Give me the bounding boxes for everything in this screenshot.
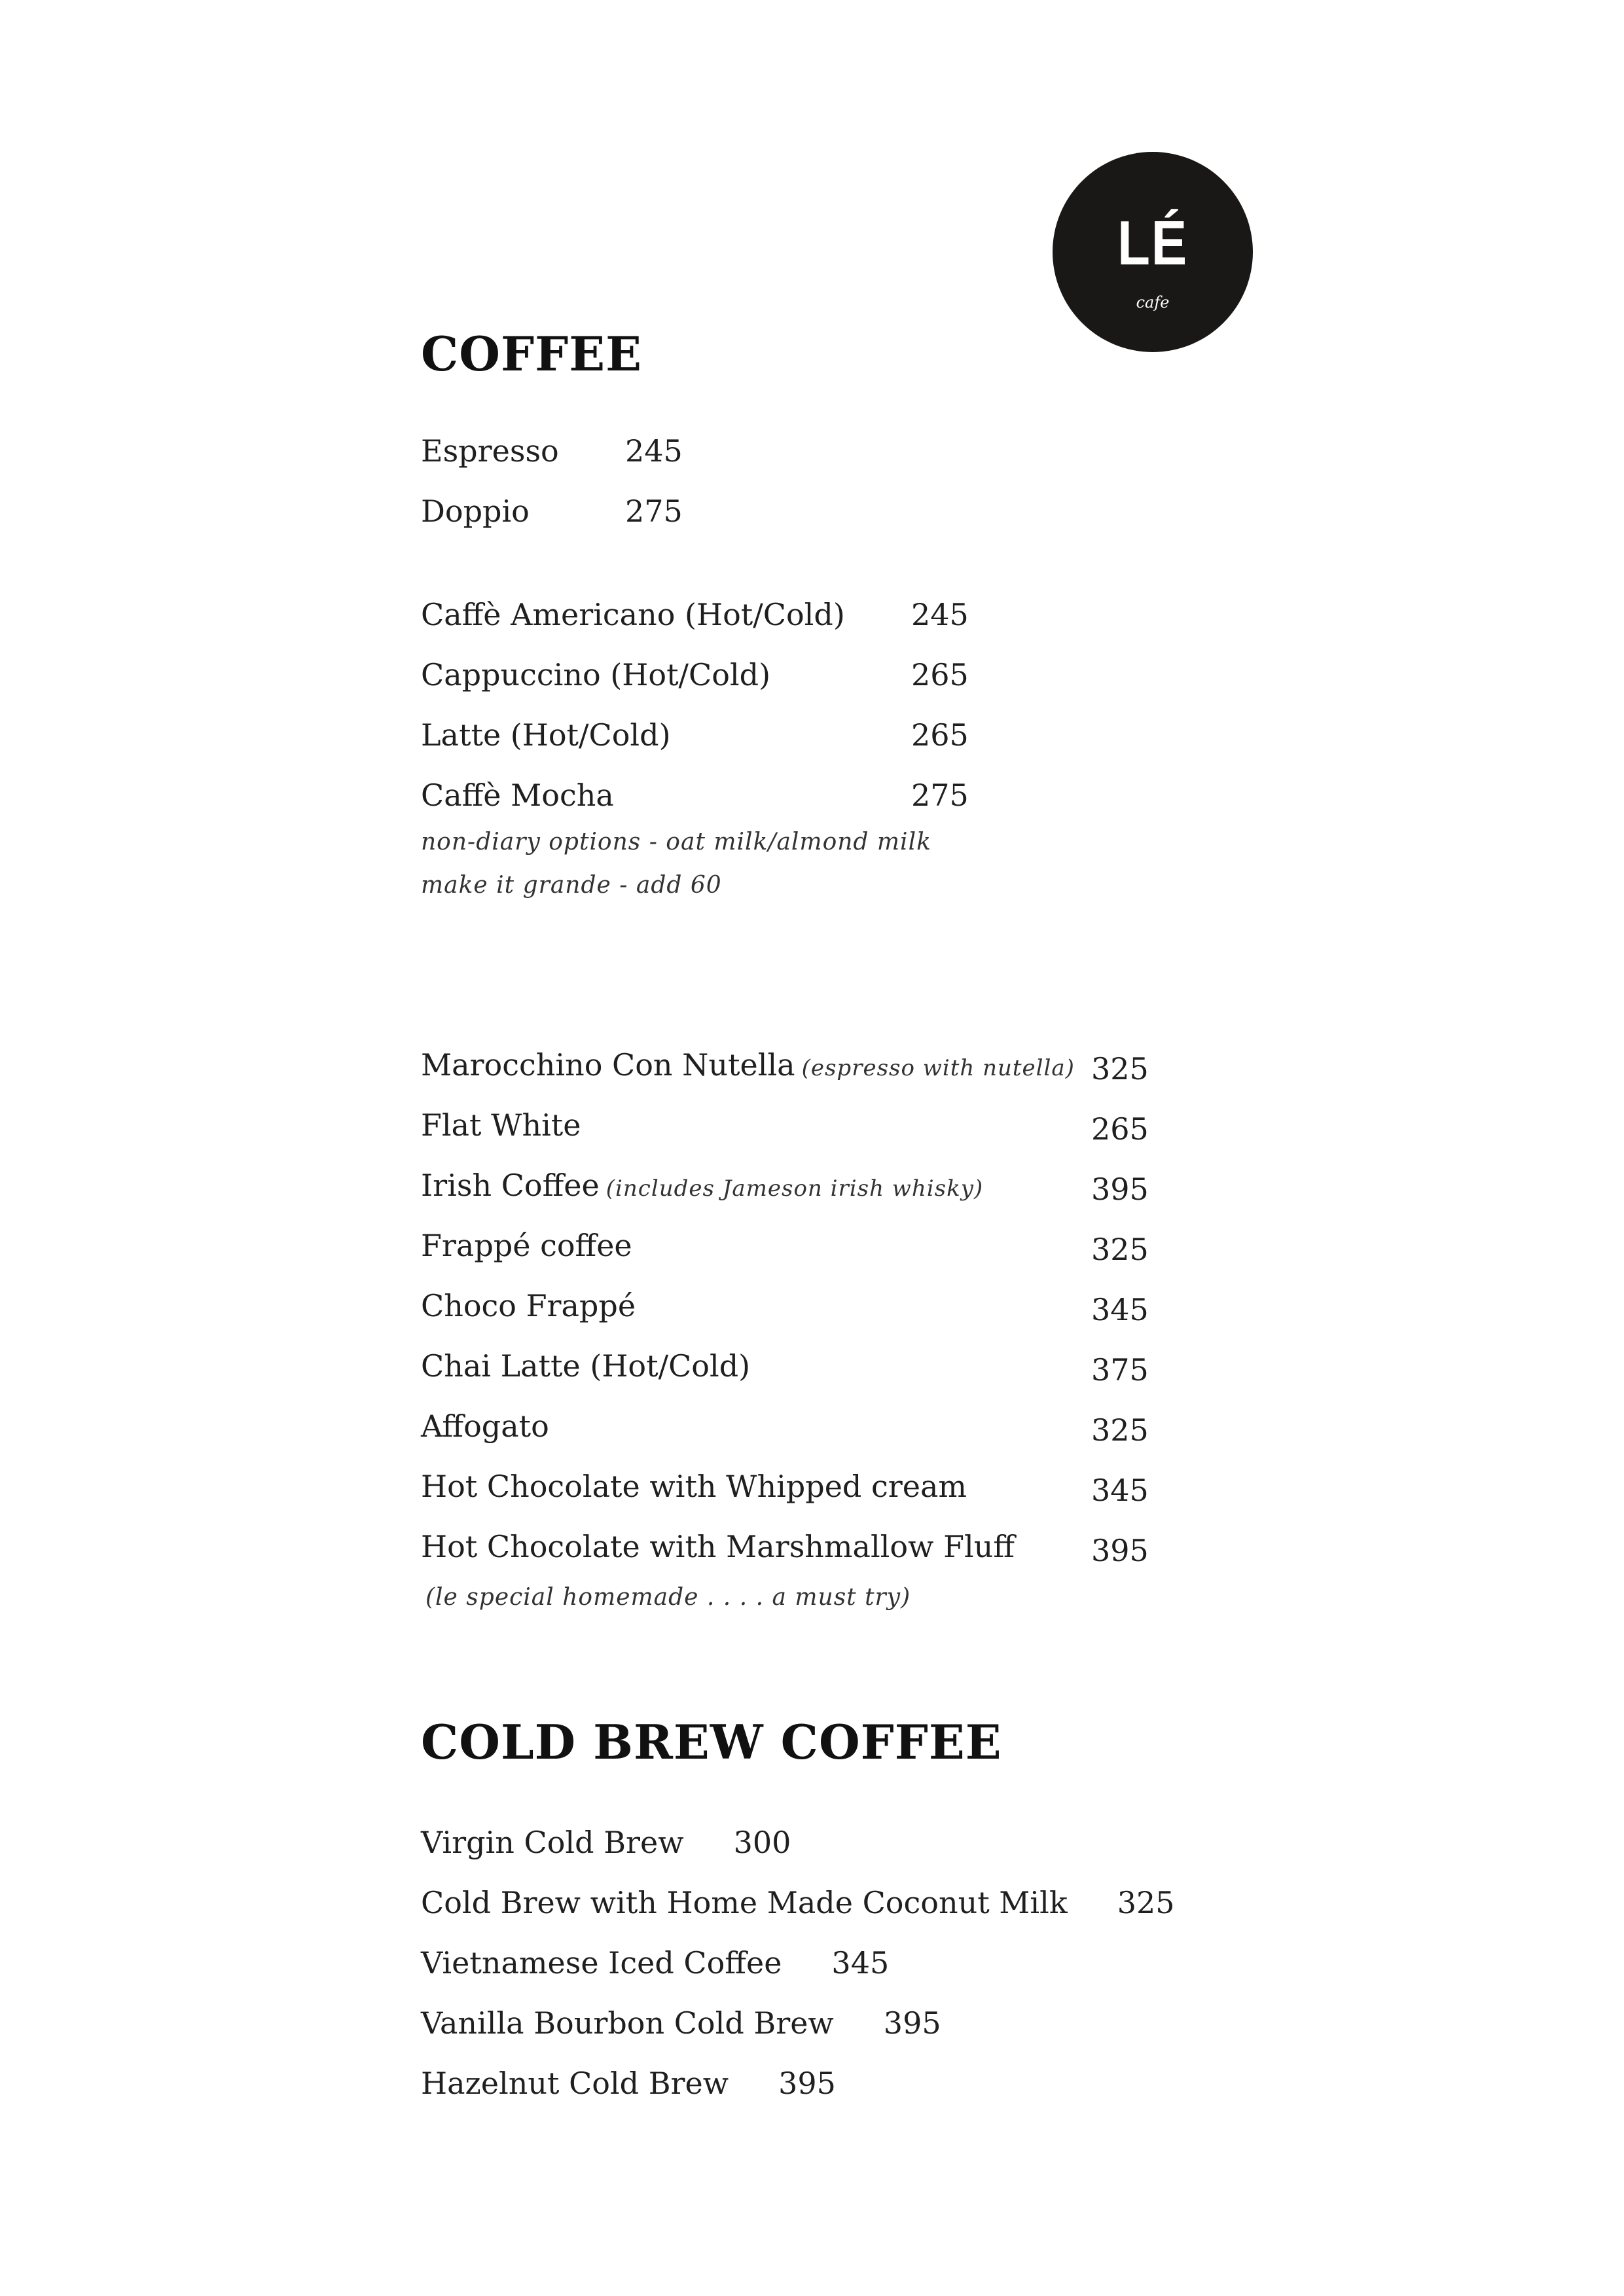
menu-item-label: Irish Coffee — [421, 1168, 600, 1203]
menu-item-price: 265 — [911, 657, 969, 692]
menu-item-price: 395 — [1091, 1533, 1149, 1568]
menu-item-note: (espresso with nutella) — [801, 1055, 1075, 1081]
menu-item-price: 325 — [1117, 1885, 1175, 1920]
menu-item-price: 345 — [1091, 1473, 1149, 1508]
cafe-logo — [1053, 152, 1253, 352]
menu-item-price: 395 — [778, 2066, 836, 2101]
menu-item-price: 395 — [883, 2005, 941, 2041]
menu-item-name: Hazelnut Cold Brew — [421, 2066, 729, 2101]
menu-item-name: Vietnamese Iced Coffee — [421, 1945, 782, 1981]
menu-item-price: 325 — [1091, 1051, 1149, 1086]
menu-item-price: 325 — [1091, 1412, 1149, 1448]
menu-item-price: 325 — [1091, 1232, 1149, 1267]
menu-item-price: 265 — [1091, 1111, 1149, 1147]
cold-brew-row — [421, 1945, 890, 1981]
menu-item-name: Choco Frappé — [421, 1288, 636, 1323]
section-title-cold-brew: COLD BREW COFFEE — [421, 1714, 1002, 1770]
menu-item-price: 345 — [831, 1945, 890, 1981]
menu-item-name: Caffè Mocha — [421, 778, 614, 813]
logo-text: LÉ — [1117, 208, 1188, 278]
menu-note: make it grande - add 60 — [421, 872, 722, 899]
menu-item-name: Cold Brew with Home Made Coconut Milk — [421, 1885, 1068, 1920]
menu-item-name: Hot Chocolate with Marshmallow Fluff — [421, 1529, 1015, 1564]
menu-note: (le special homemade . . . . a must try) — [425, 1584, 911, 1611]
cold-brew-row — [421, 2066, 836, 2101]
menu-item-name: Frappé coffee — [421, 1228, 632, 1263]
menu-item-name: Vanilla Bourbon Cold Brew — [421, 2005, 834, 2041]
menu-item-price: 395 — [1091, 1172, 1149, 1207]
menu-item-price: 245 — [625, 433, 683, 469]
menu-item-name: Chai Latte (Hot/Cold) — [421, 1348, 751, 1384]
menu-item-label: Marocchino Con Nutella — [421, 1047, 795, 1083]
menu-item-name: Cappuccino (Hot/Cold) — [421, 657, 771, 692]
menu-item-note: (includes Jameson irish whisky) — [605, 1175, 984, 1202]
menu-item-price: 265 — [911, 717, 969, 753]
menu-item-name: Virgin Cold Brew — [421, 1825, 684, 1860]
cold-brew-row — [421, 1825, 791, 1860]
menu-item-price: 300 — [733, 1825, 791, 1860]
menu-item-name — [421, 1168, 984, 1203]
cold-brew-row — [421, 2005, 941, 2041]
menu-item-name — [421, 1047, 1075, 1083]
menu-item-price: 245 — [911, 597, 969, 632]
menu-item-price: 275 — [911, 778, 969, 813]
menu-item-name: Caffè Americano (Hot/Cold) — [421, 597, 845, 632]
logo-subtext: cafe — [1136, 293, 1170, 312]
menu-item-price: 345 — [1091, 1292, 1149, 1327]
menu-item-name: Latte (Hot/Cold) — [421, 717, 671, 753]
menu-item-name: Hot Chocolate with Whipped cream — [421, 1469, 967, 1504]
menu-note: non-diary options - oat milk/almond milk — [421, 829, 931, 855]
menu-item-price: 375 — [1091, 1352, 1149, 1388]
menu-item-price: 275 — [625, 493, 683, 529]
menu-item-name: Espresso — [421, 433, 559, 469]
cold-brew-row — [421, 1885, 1175, 1920]
section-title-coffee: COFFEE — [421, 326, 643, 382]
menu-item-name: Flat White — [421, 1107, 581, 1143]
menu-item-name: Doppio — [421, 493, 530, 529]
menu-item-name: Affogato — [421, 1408, 549, 1444]
